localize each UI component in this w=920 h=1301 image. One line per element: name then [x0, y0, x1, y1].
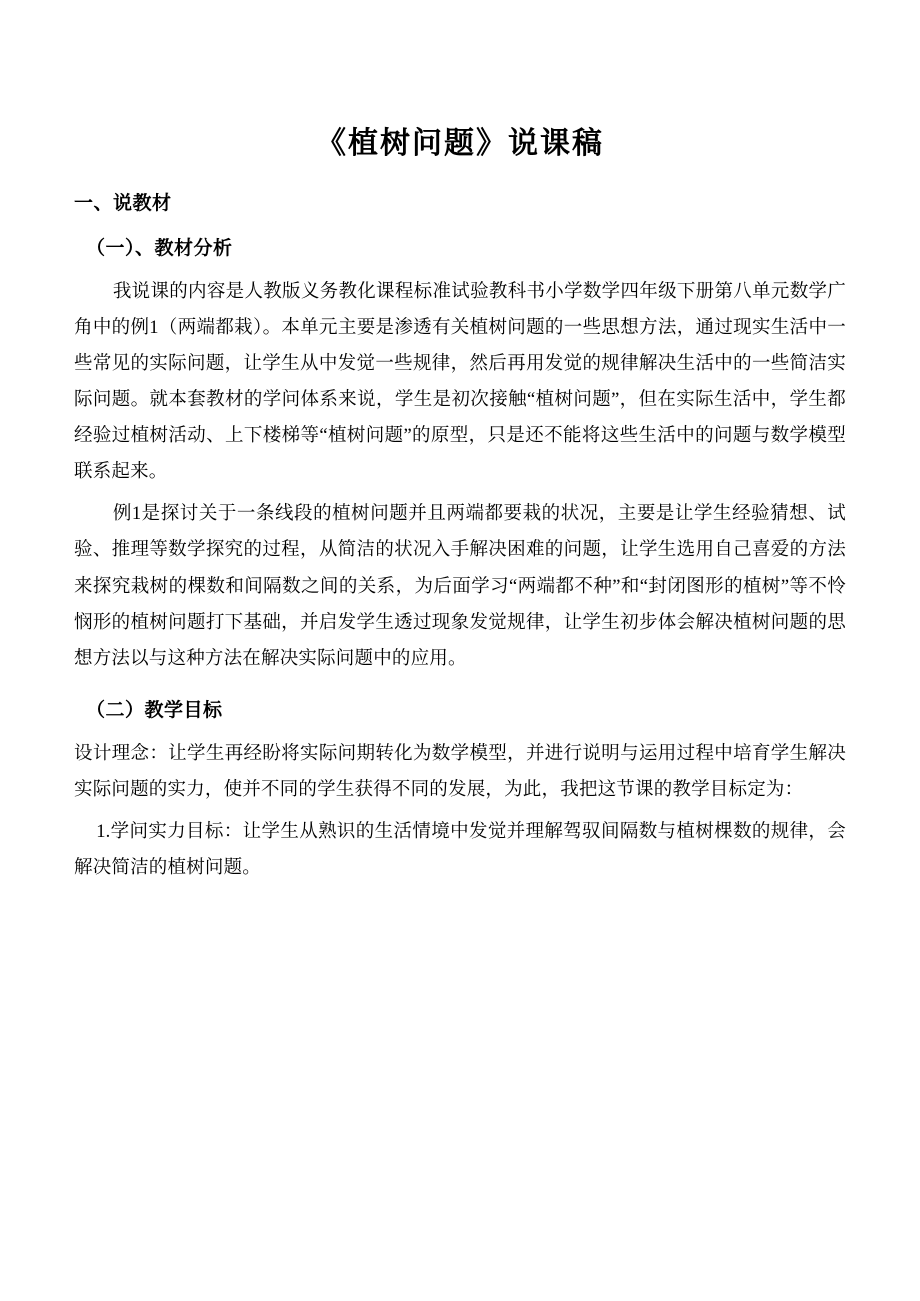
paragraph-textbook-analysis-1: 我说课的内容是人教版义务教化课程标准试验教科书小学数学四年级下册第八单元数学广角中的例1（两端都栽）。本单元主要是渗透有关植树问题的一些思想方法，通过现实生活中一些常见的实际问题，让学生从中发觉一些规律，然后再用发觉的规律解决生活中的一些简洁实际问题。就本套教材的学问体系来说，学生是初次接触“植树问题”，但在实际生活中，学生都经验过植树活动、上下楼梯等“植树问题”的原型，只是还不能将这些生活中的问题与数学模型联系起来。: [74, 282, 846, 483]
subsection-heading-教学目标: （二）教学目标: [86, 699, 223, 721]
paragraph-teaching-goals-1: 设计理念：让学生再经盼将实际问期转化为数学模型，并进行说明与运用过程中培育学生解决实际问题的实力，使并不同的学生获得不同的发展，为此，我把这节课的教学目标定为：: [74, 743, 846, 800]
section-heading-说教材: 一、说教材: [74, 193, 172, 214]
subsection-heading-教材分析: （一）、教材分析: [86, 238, 233, 259]
paragraph-textbook-analysis-2: 例1是探讨关于一条线段的植树问题并且两端都要栽的状况，主要是让学生经验猜想、试验、推理等数学探究的过程，从简洁的状况入手解决困难的问题，让学生选用自己喜爱的方法来探究栽树的棵数和间隔数之间的关系，为后面学习“两端都不种”和“封闭图形的植树”等不怜悯形的植树问题打下基础，并启发学生透过现象发觉规律，让学生初步体会解决植树问题的思想方法以与这种方法在解决实际问题中的应用。: [74, 504, 846, 669]
paragraph-teaching-goals-2: 1.学问实力目标：让学生从熟识的生活情境中发觉并理解驾驭间隔数与植树棵数的规律，会解决简洁的植树问题。: [74, 821, 846, 878]
page-title: 《植树问题》说课稿: [316, 127, 604, 160]
